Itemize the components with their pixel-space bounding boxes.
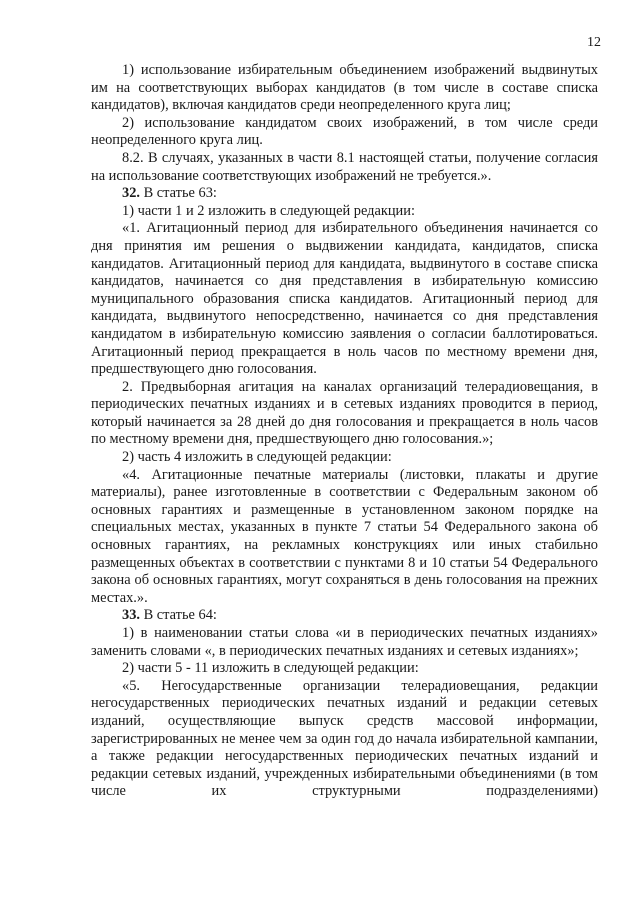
paragraph-campaign-period — [91, 220, 598, 378]
section-heading-32 — [91, 185, 598, 203]
section-heading-text: В статье 63: — [140, 185, 217, 202]
section-number: 32. — [122, 185, 140, 202]
paragraph-text: «1. Агитационный период для избирательного объединения начинается со дня принятия им решения о выдвижении кандидата, кандидатов, списка кандидатов. Агитационный период для кандидата, выдвинутого в составе списка кандидатов, начинается со дня представления в избирательную комиссию муниципального образования списка кандидатов. Агитационный период для кандидата, выдвинутого непосредственно, начинается со дня представления кандидатом в избирательную комиссию заявления о согласии баллотироваться. Агитационный период прекращается в ноль часов по местному времени дня, предшествующего дню голосования. — [91, 220, 598, 378]
document-body — [91, 62, 598, 801]
paragraph-nongovernmental-media — [91, 678, 598, 801]
section-number: 33. — [122, 607, 140, 624]
paragraph-text: 1) использование избирательным объединением изображений выдвинутых им на соответствующих выборах кандидатов (в том числе в составе списка кандидатов), включая кандидатов среди неопределенного круга лиц; — [91, 62, 598, 114]
paragraph-text: 1) части 1 и 2 изложить в следующей редакции: — [122, 202, 415, 219]
paragraph-text: 2) части 5 - 11 изложить в следующей редакции: — [122, 660, 419, 677]
paragraph-item-1-usage-by-party — [91, 62, 598, 115]
paragraph-text: 8.2. В случаях, указанных в части 8.1 настоящей статьи, получение согласия на использование соответствующих изображений не требуется.». — [91, 149, 598, 184]
section-heading-text: В статье 64: — [140, 607, 217, 624]
paragraph-item-2-usage-by-candidate — [91, 115, 598, 150]
paragraph-printed-materials — [91, 467, 598, 608]
paragraph-clause-8-2 — [91, 150, 598, 185]
paragraph-text: 2) использование кандидатом своих изображений, в том числе среди неопределенного круга лиц. — [91, 114, 598, 149]
paragraph-parts-1-2-intro — [91, 203, 598, 221]
paragraph-parts-5-11-intro — [91, 660, 598, 678]
paragraph-text: «4. Агитационные печатные материалы (листовки, плакаты и другие материалы), ранее изготовленные в соответствии с Федеральным законом об основных гарантиях и размещенные в установленном законом порядке на специальных местах, указанных в пункте 7 статьи 54 Федерального закона об основных гарантиях, на рекламных конструкциях или иных стабильно размещенных объектах в соответствии с пунктами 8 и 10 статьи 54 Федерального закона об основных гарантиях, могут сохраняться в день голосования на прежних местах.». — [91, 466, 598, 606]
paragraph-broadcast-agitation — [91, 379, 598, 449]
paragraph-part-4-intro — [91, 449, 598, 467]
paragraph-text: 2. Предвыборная агитация на каналах организаций телерадиовещания, в периодических печатных изданиях и в сетевых изданиях проводится в период, который начинается за 28 дней до дня голосования и прекращается в ноль часов по местному времени дня, предшествующего дню голосования.»; — [91, 378, 598, 448]
paragraph-text: «5. Негосударственные организации телерадиовещания, редакции негосударственных периодических печатных изданий и редакции сетевых изданий, осуществляющие выпуск средств массовой информации, зарегистрированных не менее чем за один год до начала избирательной кампании, а также редакции негосударственных периодических печатных изданий и редакции сетевых изданий, учрежденных избирательными объединениями (в том числе их структурными подразделениями) — [91, 677, 598, 800]
paragraph-text: 2) часть 4 изложить в следующей редакции: — [122, 449, 392, 466]
section-heading-33 — [91, 607, 598, 625]
paragraph-text: 1) в наименовании статьи слова «и в периодических печатных изданиях» заменить словами «, в периодических печатных изданиях и сетевых изданиях»; — [91, 625, 598, 659]
page-number: 12 — [587, 35, 601, 50]
paragraph-article-title-change — [91, 625, 598, 660]
